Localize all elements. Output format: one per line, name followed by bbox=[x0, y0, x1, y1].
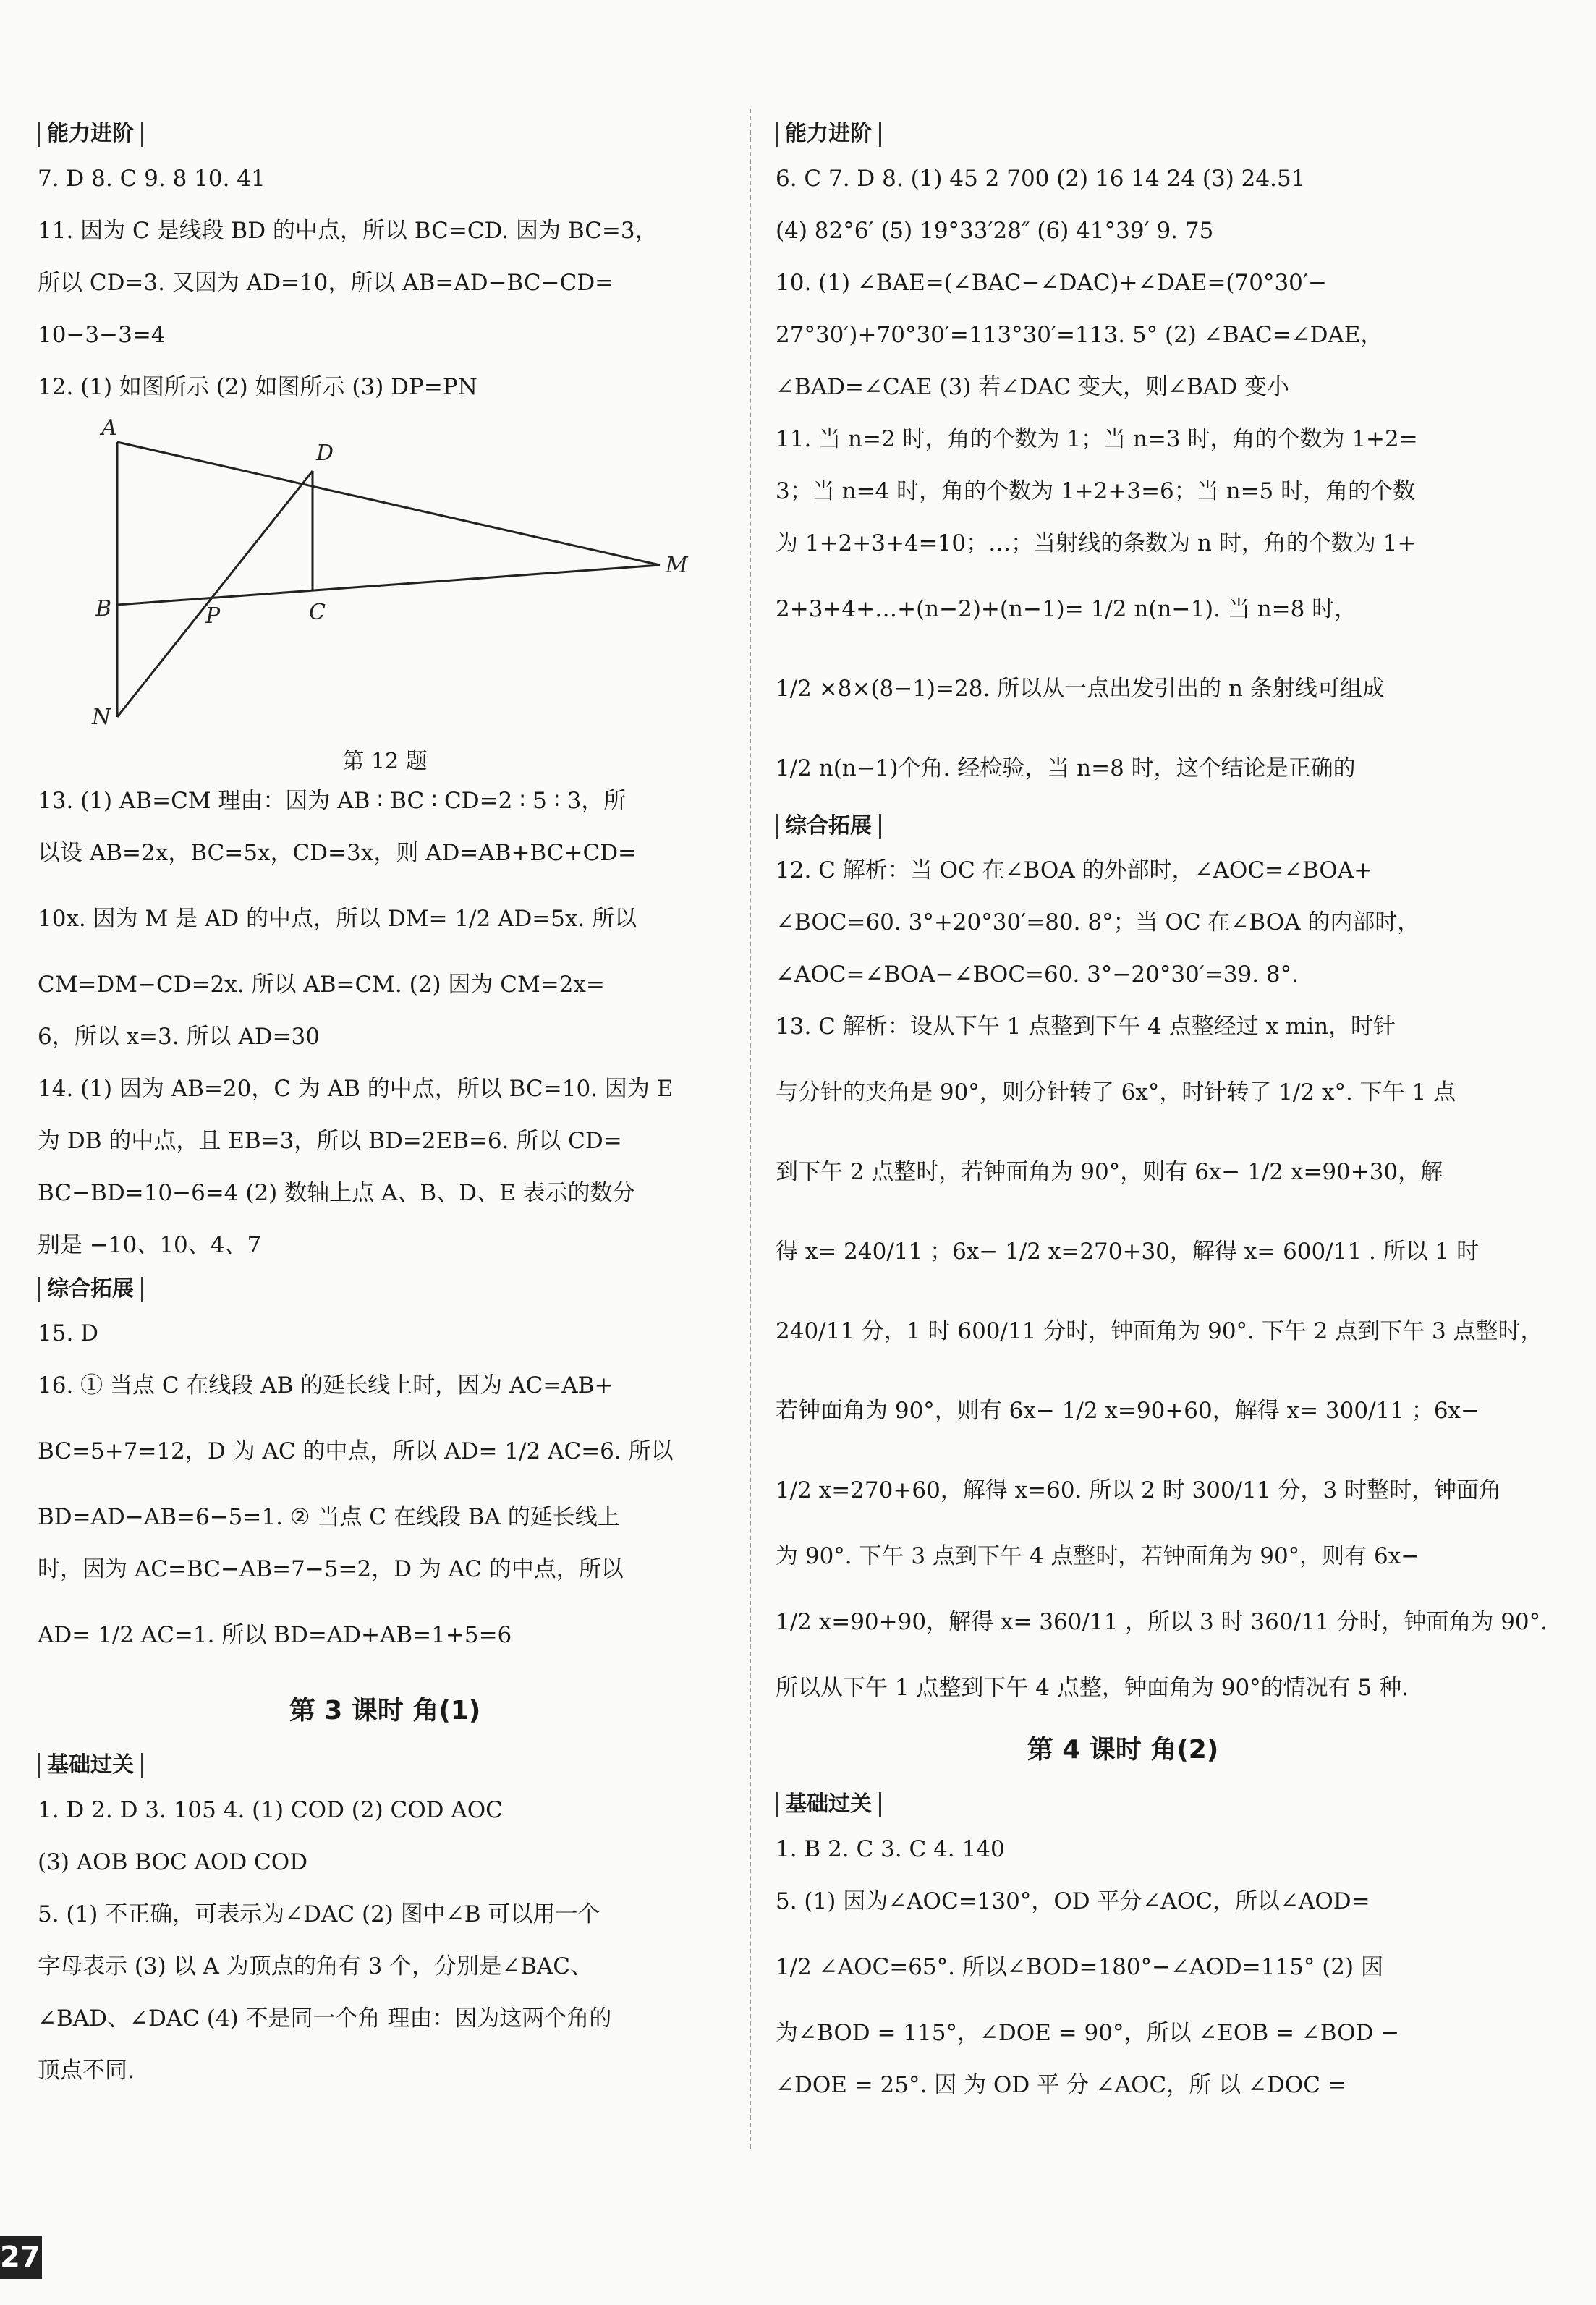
answer-line: 240/11 分，1 时 600/11 分时，钟面角为 90°. 下午 2 点到下午 3 点整时， bbox=[776, 1318, 1543, 1344]
segment-am bbox=[117, 442, 660, 565]
section-heading: 能力进阶 bbox=[776, 116, 1470, 153]
answer-line: ∠BOC=60. 3°+20°30′=80. 8°；当 OC 在∠BOA 的内部时， bbox=[776, 909, 1420, 935]
answer-line: 字母表示 (3) 以 A 为顶点的角有 3 个，分别是∠BAC、 bbox=[38, 1953, 593, 1979]
answer-line: 10. (1) ∠BAE=(∠BAC−∠DAC)+∠DAE=(70°30′− bbox=[776, 269, 1327, 296]
answer-line: 7. D 8. C 9. 8 10. 41 bbox=[38, 165, 266, 192]
section-heading: 综合拓展 bbox=[38, 1271, 732, 1308]
geometry-diagram bbox=[38, 413, 732, 731]
answer-line: 16. ① 当点 C 在线段 AB 的延长线上时，因为 AC=AB+ bbox=[38, 1372, 614, 1398]
page-number: 27 bbox=[0, 2236, 42, 2279]
left-column bbox=[38, 116, 732, 2097]
answer-line: ∠BAD=∠CAE (3) 若∠DAC 变大，则∠BAD 变小 bbox=[776, 373, 1289, 400]
label-d: D bbox=[316, 440, 334, 466]
answer-line: 6，所以 x=3. 所以 AD=30 bbox=[38, 1023, 320, 1050]
answer-line: 为 90°. 下午 3 点到下午 4 点整时，若钟面角为 90°，则有 6x− bbox=[776, 1543, 1420, 1569]
answer-line: 5. (1) 因为∠AOC=130°，OD 平分∠AOC，所以∠AOD= bbox=[776, 1888, 1370, 1914]
answer-line: AD= 1/2 AC=1. 所以 BD=AD+AB=1+5=6 bbox=[38, 1622, 512, 1648]
answer-line: 为∠BOD = 115°，∠DOE = 90°，所以 ∠EOB = ∠BOD − bbox=[776, 2019, 1400, 2046]
answer-line: ∠AOC=∠BOA−∠BOC=60. 3°−20°30′=39. 8°. bbox=[776, 962, 1299, 988]
answer-line: 13. (1) AB=CM 理由：因为 AB ∶ BC ∶ CD=2 ∶ 5 ∶ 3，所 bbox=[38, 787, 627, 814]
answer-line: BD=AD−AB=6−5=1. ② 当点 C 在线段 BA 的延长线上 bbox=[38, 1504, 620, 1530]
answer-line: 为 1+2+3+4=10；…；当射线的条数为 n 时，角的个数为 1+ bbox=[776, 530, 1417, 556]
label-p: P bbox=[205, 603, 221, 629]
answer-line: 1. B 2. C 3. C 4. 140 bbox=[776, 1835, 1005, 1862]
answer-line: 27°30′)+70°30′=113°30′=113. 5° (2) ∠BAC=∠DAE， bbox=[776, 321, 1383, 348]
lesson-title: 第 4 课时 角(2) bbox=[1027, 1735, 1219, 1765]
answer-line: 5. (1) 不正确，可表示为∠DAC (2) 图中∠B 可以用一个 bbox=[38, 1901, 600, 1927]
answer-line: 1/2 x=90+90，解得 x= 360/11 ，所以 3 时 360/11 分时，钟面角为 90°. bbox=[776, 1609, 1548, 1635]
answer-line: 时，因为 AC=BC−AB=7−5=2，D 为 AC 的中点，所以 bbox=[38, 1556, 624, 1582]
answer-line: 13. C 解析：设从下午 1 点整到下午 4 点整经过 x min，时针 bbox=[776, 1014, 1396, 1040]
answer-line: 6. C 7. D 8. (1) 45 2 700 (2) 16 14 24 (3) 24.51 bbox=[776, 165, 1306, 192]
answer-line: (4) 82°6′ (5) 19°33′28″ (6) 41°39′ 9. 75 bbox=[776, 217, 1214, 244]
answer-line: 1. D 2. D 3. 105 4. (1) COD (2) COD AOC bbox=[38, 1796, 503, 1823]
figure-caption: 第 12 题 bbox=[342, 749, 428, 774]
label-n: N bbox=[92, 704, 111, 730]
answer-line: ∠BAD、∠DAC (4) 不是同一个角 理由：因为这两个角的 bbox=[38, 2005, 612, 2032]
label-m: M bbox=[666, 552, 688, 578]
label-a: A bbox=[101, 415, 117, 441]
answer-line: 15. D bbox=[38, 1320, 99, 1346]
answer-line: 1/2 ∠AOC=65°. 所以∠BOD=180°−∠AOD=115° (2) 因 bbox=[776, 1953, 1383, 1980]
answer-line: 以设 AB=2x，BC=5x，CD=3x，则 AD=AB+BC+CD= bbox=[38, 839, 637, 866]
answer-line: BC−BD=10−6=4 (2) 数轴上点 A、B、D、E 表示的数分 bbox=[38, 1179, 635, 1206]
answer-line: 11. 当 n=2 时，角的个数为 1；当 n=3 时，角的个数为 1+2= bbox=[776, 425, 1418, 452]
answer-line: 14. (1) 因为 AB=20，C 为 AB 的中点，所以 BC=10. 因为 E bbox=[38, 1075, 674, 1102]
answer-line: 与分针的夹角是 90°，则分针转了 6x°，时针转了 1/2 x°. 下午 1 点 bbox=[776, 1079, 1456, 1105]
answer-line: 11. 因为 C 是线段 BD 的中点，所以 BC=CD. 因为 BC=3， bbox=[38, 217, 658, 244]
answer-line: 3；当 n=4 时，角的个数为 1+2+3=6；当 n=5 时，角的个数 bbox=[776, 477, 1416, 504]
answer-line: 所以从下午 1 点整到下午 4 点整，钟面角为 90°的情况有 5 种. bbox=[776, 1675, 1409, 1701]
answer-line: 若钟面角为 90°，则有 6x− 1/2 x=90+60，解得 x= 300/11 ；6x− bbox=[776, 1398, 1480, 1424]
answer-line: 1/2 ×8×(8−1)=28. 所以从一点出发引出的 n 条射线可组成 bbox=[776, 675, 1385, 702]
figure-12 bbox=[38, 413, 732, 775]
answer-line: 1/2 n(n−1)个角. 经检验，当 n=8 时，这个结论是正确的 bbox=[776, 755, 1356, 781]
segment-bm bbox=[117, 565, 660, 605]
answer-line: 为 DB 的中点，且 EB=3，所以 BD=2EB=6. 所以 CD= bbox=[38, 1127, 622, 1154]
answer-line: CM=DM−CD=2x. 所以 AB=CM. (2) 因为 CM=2x= bbox=[38, 971, 605, 998]
answer-line: BC=5+7=12，D 为 AC 的中点，所以 AD= 1/2 AC=6. 所以 bbox=[38, 1438, 674, 1464]
answer-line: 10x. 因为 M 是 AD 的中点，所以 DM= 1/2 AD=5x. 所以 bbox=[38, 905, 637, 932]
segment-nd bbox=[117, 471, 313, 717]
answer-line: ∠DOE = 25°. 因 为 OD 平 分 ∠AOC，所 以 ∠DOC = bbox=[776, 2071, 1346, 2098]
answer-line: 顶点不同. bbox=[38, 2057, 135, 2084]
section-heading: 基础过关 bbox=[38, 1747, 732, 1784]
lesson-title: 第 3 课时 角(1) bbox=[289, 1696, 481, 1725]
answer-line: 1/2 x=270+60，解得 x=60. 所以 2 时 300/11 分，3 时整时，钟面角 bbox=[776, 1477, 1502, 1503]
answer-line: 10−3−3=4 bbox=[38, 321, 166, 348]
section-heading: 基础过关 bbox=[776, 1786, 1470, 1823]
answer-line: 别是 −10、10、4、7 bbox=[38, 1231, 262, 1258]
answer-line: 所以 CD=3. 又因为 AD=10，所以 AB=AD−BC−CD= bbox=[38, 269, 614, 296]
answer-line: 12. C 解析：当 OC 在∠BOA 的外部时，∠AOC=∠BOA+ bbox=[776, 857, 1373, 883]
column-divider bbox=[750, 109, 751, 2149]
answer-line: 12. (1) 如图所示 (2) 如图所示 (3) DP=PN bbox=[38, 373, 477, 400]
label-b: B bbox=[95, 595, 112, 621]
section-heading: 能力进阶 bbox=[38, 116, 732, 153]
answer-line: (3) AOB BOC AOD COD bbox=[38, 1848, 308, 1875]
right-column bbox=[776, 116, 1548, 2111]
answer-line: 得 x= 240/11 ；6x− 1/2 x=270+30，解得 x= 600/11 . 所以 1 时 bbox=[776, 1239, 1480, 1265]
answer-line: 2+3+4+…+(n−2)+(n−1)= 1/2 n(n−1). 当 n=8 时， bbox=[776, 595, 1357, 622]
answer-line: 到下午 2 点整时，若钟面角为 90°，则有 6x− 1/2 x=90+30，解 bbox=[776, 1159, 1443, 1185]
label-c: C bbox=[309, 599, 326, 625]
section-heading: 综合拓展 bbox=[776, 808, 1470, 845]
